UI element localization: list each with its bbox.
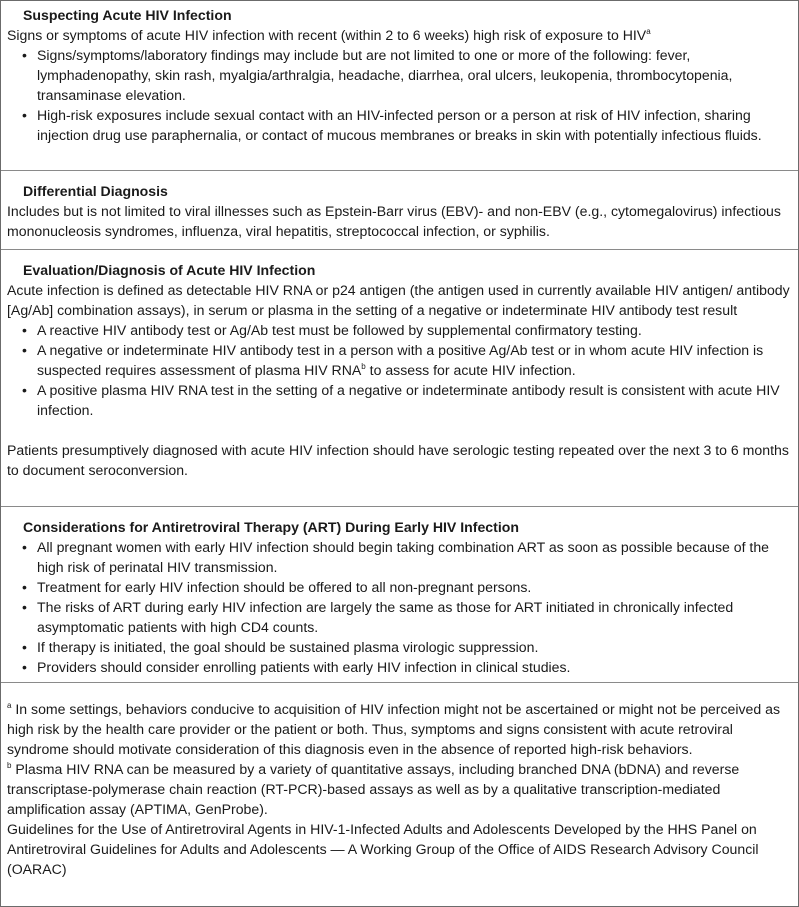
evaluation-bullet-list — [7, 320, 792, 420]
evaluation-closing: Patients presumptively diagnosed with acute HIV infection should have serologic testing repeated over the next 3 to 6 months to document seroconversion. — [7, 442, 789, 478]
list-item: • The risks of ART during early HIV infection are largely the same as those for ART initiated in chronically infected asymptomatic patients with high CD4 counts. — [21, 597, 792, 637]
list-item: • Providers should consider enrolling patients with early HIV infection in clinical studies. — [21, 657, 792, 677]
list-item — [21, 340, 792, 380]
list-item: • If therapy is initiated, the goal should be sustained plasma virologic suppression. — [21, 637, 792, 657]
footnote-b-text: Plasma HIV RNA can be measured by a variety of quantitative assays, including branched DNA (bDNA) and reverse transcriptase-polymerase chain reaction (RT-PCR)-based assays as well as by a qualitative transcription-mediated amplification assay (APTIMA, GenProbe). — [7, 761, 740, 817]
suspecting-intro-text: Signs or symptoms of acute HIV infection with recent (within 2 to 6 weeks) high risk of exposure to HIV — [7, 27, 647, 43]
footnotes-section — [1, 683, 798, 879]
list-item: • High-risk exposures include sexual contact with an HIV-infected person or a person at risk of HIV infection, sharing injection drug use paraphernalia, or contact of mucous membranes or breaks in skin with potentially infectious fluids. — [21, 105, 792, 145]
list-item: • A reactive HIV antibody test or Ag/Ab test must be followed by supplemental confirmatory testing. — [21, 320, 792, 340]
evaluation-intro: Acute infection is defined as detectable HIV RNA or p24 antigen (the antigen used in currently available HIV antigen/ antibody [Ag/Ab] combination assays), in serum or plasma in the setting of a negative or indeterminate HIV antibody test result — [7, 282, 790, 318]
footnote-a-text: In some settings, behaviors conducive to acquisition of HIV infection might not be ascertained or might not be perceived as high risk by the health care provider or the patient or both. Thus, symptoms and signs consistent with acute retroviral syndrome should motivate consideration of this diagnosis even in the absence of reported high-risk behaviors. — [7, 701, 780, 757]
suspecting-intro — [7, 25, 792, 45]
differential-text: Includes but is not limited to viral illnesses such as Epstein-Barr virus (EBV)- and non-EBV (e.g., cytomegalovirus) infectious mononucleosis syndromes, influenza, viral hepatitis, streptococcal infection, or syphilis. — [7, 203, 781, 239]
evaluation-section — [1, 250, 798, 507]
differential-heading: Differential Diagnosis — [23, 183, 168, 199]
art-section — [1, 507, 798, 683]
art-heading: Considerations for Antiretroviral Therapy (ART) During Early HIV Infection — [23, 519, 519, 535]
footnote-b-ref: b — [361, 362, 366, 371]
suspecting-bullet-list — [7, 45, 792, 145]
footnote-a-marker: a — [7, 701, 12, 710]
differential-section — [1, 171, 798, 250]
evaluation-heading: Evaluation/Diagnosis of Acute HIV Infection — [23, 262, 316, 278]
list-item-text: to assess for acute HIV infection. — [365, 362, 576, 378]
list-item: • Treatment for early HIV infection should be offered to all non-pregnant persons. — [21, 577, 792, 597]
footnote-b-marker: b — [7, 761, 12, 770]
suspecting-heading: Suspecting Acute HIV Infection — [23, 7, 232, 23]
list-item-text: A negative or indeterminate HIV antibody test in a person with a positive Ag/Ab test or in whom acute HIV infection is suspected requires assessment of plasma HIV RNA — [37, 342, 764, 378]
suspecting-section — [1, 1, 798, 171]
footnote-a — [7, 699, 792, 759]
art-bullet-list — [7, 537, 792, 677]
list-item: • Signs/symptoms/laboratory findings may include but are not limited to one or more of the following: fever, lymphadenopathy, skin rash, myalgia/arthralgia, headache, diarrhea, oral ulcers, leukopenia, thrombocytopenia, transaminase elevation. — [21, 45, 792, 105]
list-item: • All pregnant women with early HIV infection should begin taking combination ART as soon as possible because of the high risk of perinatal HIV transmission. — [21, 537, 792, 577]
footnote-b — [7, 759, 792, 819]
list-item: • A positive plasma HIV RNA test in the setting of a negative or indeterminate antibody result is consistent with acute HIV infection. — [21, 380, 792, 420]
source-citation: Guidelines for the Use of Antiretroviral Agents in HIV-1-Infected Adults and Adolescents Developed by the HHS Panel on Antiretroviral Guidelines for Adults and Adolescents — A Working Group of the Office of AIDS Research Advisory Council (OARAC) — [7, 821, 759, 877]
footnote-a-ref: a — [646, 27, 651, 36]
